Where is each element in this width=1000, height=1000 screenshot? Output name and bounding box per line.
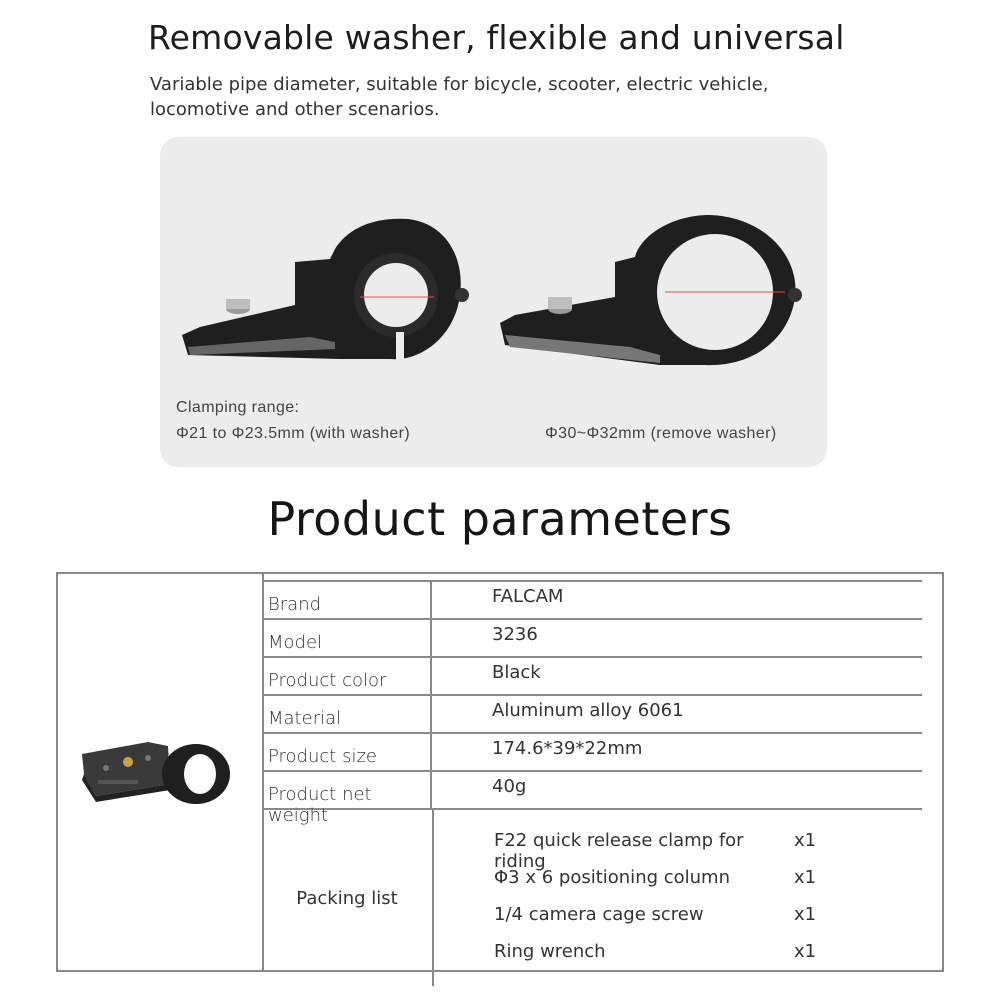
param-key: Brand <box>262 582 432 618</box>
table-row <box>262 658 922 696</box>
list-item <box>494 941 922 978</box>
clamping-range-without-washer: Φ30~Φ32mm (remove washer) <box>545 425 777 442</box>
param-value: 40g <box>492 776 527 797</box>
packing-item-name: Φ3 x 6 positioning column <box>494 867 731 888</box>
clamp-comparison-image <box>160 137 827 467</box>
table-row <box>262 772 922 826</box>
param-value: Aluminum alloy 6061 <box>492 700 684 721</box>
table-row <box>262 620 922 658</box>
param-value: 174.6*39*22mm <box>492 738 643 759</box>
param-value: Black <box>492 662 541 683</box>
table-row <box>262 734 922 772</box>
param-key: Product net weight <box>262 772 432 808</box>
headline: Removable washer, flexible and universal <box>148 18 845 57</box>
param-value: 3236 <box>492 624 538 645</box>
params-title: Product parameters <box>267 492 733 546</box>
product-parameters-table <box>56 572 944 972</box>
packing-item-qty: x1 <box>794 830 817 851</box>
clamp-with-washer-image <box>182 219 469 360</box>
packing-item-qty: x1 <box>794 904 817 925</box>
packing-item-name: 1/4 camera cage screw <box>494 904 704 925</box>
list-item <box>494 830 922 872</box>
packing-list-row <box>262 810 922 986</box>
clamping-range-title: Clamping range: <box>176 399 300 416</box>
param-key: Product size <box>262 734 432 770</box>
table-row <box>262 696 922 734</box>
table-row <box>262 580 922 620</box>
packing-list-label: Packing list <box>262 810 434 986</box>
param-key: Product color <box>262 658 432 694</box>
clamping-range-with-washer: Φ21 to Φ23.5mm (with washer) <box>176 425 411 442</box>
product-thumbnail-cell <box>58 574 264 970</box>
list-item <box>494 904 922 941</box>
clamp-without-washer-image <box>500 215 802 365</box>
packing-item-qty: x1 <box>794 867 817 888</box>
param-key: Material <box>262 696 432 732</box>
packing-item-name: Ring wrench <box>494 941 606 962</box>
packing-item-name: F22 quick release clamp for riding <box>494 830 744 872</box>
param-key: Model <box>262 620 432 656</box>
product-thumbnail-image <box>78 724 238 814</box>
param-value: FALCAM <box>492 586 564 607</box>
list-item <box>494 867 922 904</box>
packing-item-qty: x1 <box>794 941 817 962</box>
subtitle: Variable pipe diameter, suitable for bicycle, scooter, electric vehicle, locomotive and other scenarios. <box>150 74 769 120</box>
clamp-photo-panel <box>160 137 827 467</box>
packing-list-items <box>434 810 922 986</box>
parameters-grid <box>262 580 922 986</box>
